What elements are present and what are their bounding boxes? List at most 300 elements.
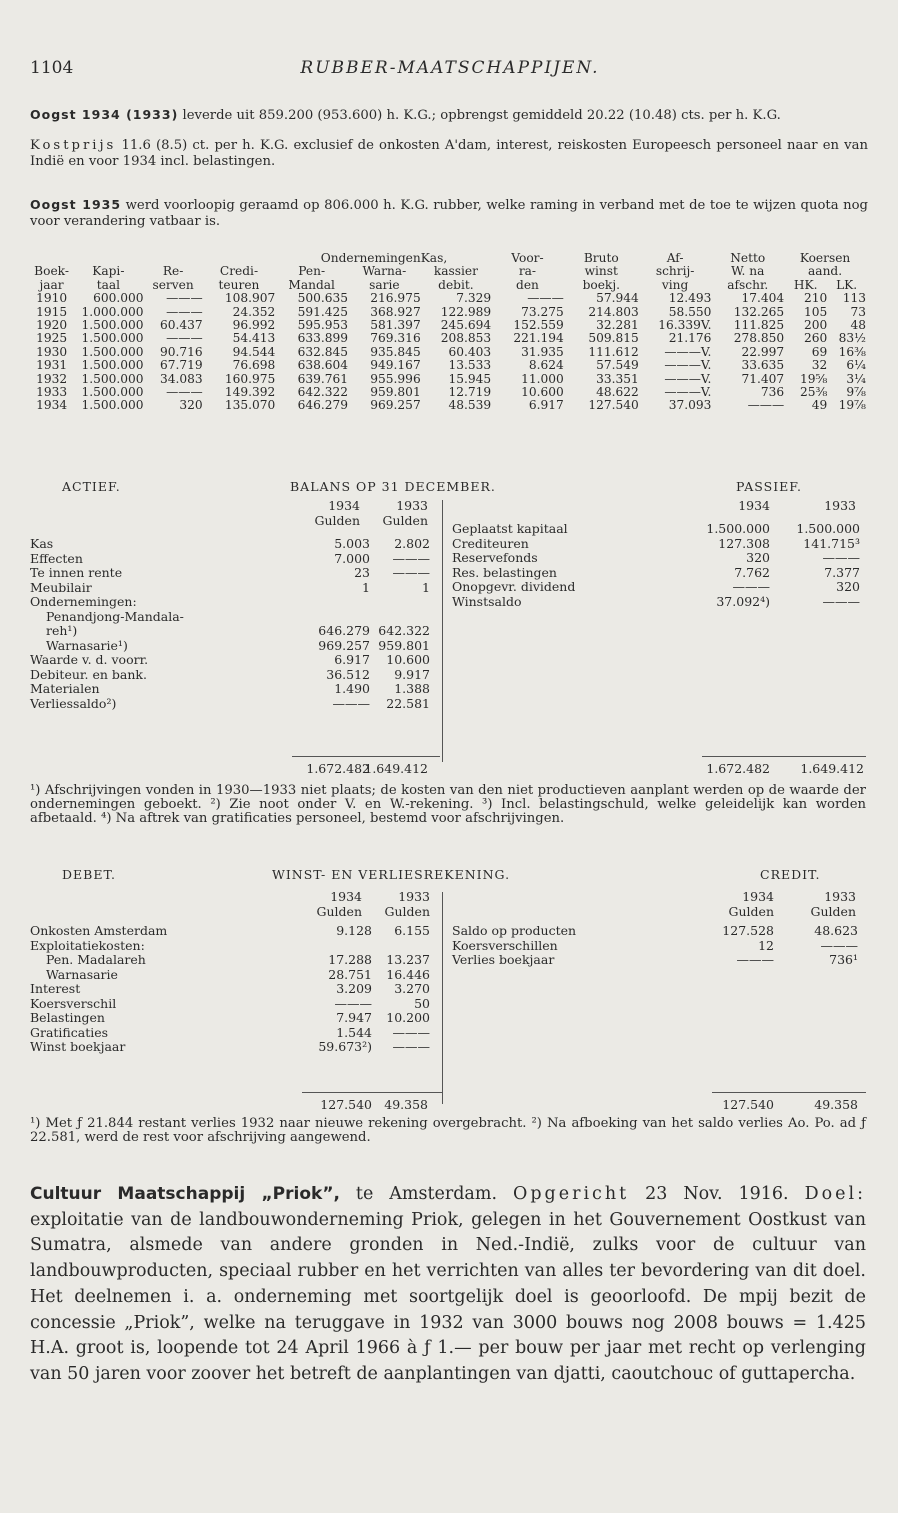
ledger-value-1933: 48.623 [814,923,858,938]
ledger-value-1934: 59.673²) [318,1039,372,1054]
table-cell: 7.329 [456,291,492,306]
header-cell: Credi- [219,264,259,279]
ledger-label: Koersverschillen [452,937,558,953]
ledger-value-1934: 1 [362,579,370,595]
table-row [30,373,866,386]
table-cell: 6.917 [528,398,564,413]
table-cell: 71.407 [741,371,785,386]
ledger-value-1934: 23 [354,565,370,580]
table-cell: 152.559 [513,318,564,333]
table-cell: ———V. [664,344,712,359]
ledger-value-1934: 17.288 [328,952,372,967]
table-cell: 500.635 [297,291,348,306]
page-number: 1104 [30,58,74,78]
table-cell: 33.635 [741,358,785,373]
ledger-label: Onopgevr. dividend [452,579,576,594]
ledger-value-1933: 6.155 [394,923,430,938]
ledger-value-1934: 1.500.000 [706,521,770,536]
table-cell: 633.899 [297,331,348,346]
table-cell: 9⅞ [846,385,866,400]
header-cell: aand. [808,264,843,279]
page-title: RUBBER-MAATSCHAPPIJEN. [300,58,600,78]
unit-label: Gulden [810,904,856,919]
header-cell: HK. [793,277,818,292]
ledger-value-1934: 7.000 [334,550,370,566]
table-cell: 19⅞ [838,398,866,413]
table-cell: 221.194 [513,331,564,346]
table-cell: 94.544 [232,344,276,359]
ledger-value-1934: 6.917 [334,652,370,667]
table-cell: 58.550 [668,304,712,319]
table-cell: 16⅜ [838,344,866,359]
table-cell: 113 [842,291,866,306]
table-row [30,306,866,319]
header-cell: Mandal [288,277,335,292]
ledger-row [30,1026,430,1041]
table-cell: 25⅜ [799,385,828,400]
cost-price-heading: Kostprijs [30,138,117,153]
header-cell: LK. [836,277,858,292]
ledger-value-1934: 37.092⁴) [716,593,770,609]
ledger-label: Interest [30,981,81,996]
total-debet-1934: 127.540 [320,1097,372,1112]
table-cell: 632.845 [297,344,348,359]
table-cell: 32 [811,358,828,373]
cost-price-paragraph [30,138,868,169]
harvest-1934-paragraph [30,107,868,124]
ledger-value-1933: 320 [836,579,860,594]
header-cell: Warna- [362,264,407,279]
year-1934-label: 1934 [330,889,362,904]
table-cell: 96.992 [232,318,276,333]
ledger-value-1934: 646.279 [318,623,370,638]
ledger-row [30,537,430,552]
table-cell: 11.000 [521,371,564,386]
table-cell: 278.850 [733,331,785,346]
table-row [30,292,866,305]
unit-label: Gulden [384,904,430,919]
ledger-row [452,580,866,595]
table-row [30,386,866,399]
table-cell: 76.698 [232,358,276,373]
harvest-1934-text: leverde uit 859.200 (953.600) h. K.G.; opbrengst gemiddeld 20.22 (10.48) cts. per h. K.G. [178,108,781,123]
ledger-label: Belastingen [30,1010,105,1025]
table-cell: 1.500.000 [81,385,144,400]
unit-label: Gulden [728,904,774,919]
table-cell: 122.989 [440,304,492,319]
ledger-label: Materialen [30,681,100,696]
ledger-row [30,639,430,654]
ledger-label: Penandjong-Mandala- [46,608,184,624]
table-cell: 969.257 [370,398,421,413]
ledger-value-1933: 10.600 [386,652,430,667]
table-cell: 509.815 [588,331,639,346]
ledger-label: Reservefonds [452,550,538,565]
table-cell: 935.845 [370,344,421,359]
table-cell: 769.316 [370,331,421,346]
credit-list [452,924,866,968]
ledger-value-1933: ——— [822,550,860,565]
table-cell: 57.549 [596,358,639,373]
table-cell: 1.500.000 [81,398,144,413]
ledger-row [30,682,430,697]
table-cell: 54.413 [232,331,276,346]
table-cell: 21.176 [668,331,712,346]
table-cell: 6¼ [846,358,866,373]
ledger-label: Onkosten Amsterdam [30,923,168,938]
table-cell: 1932 [36,371,68,386]
table-header-row [30,265,866,278]
ledger-value-1934: 3.209 [336,981,372,996]
table-cell: ——— [166,385,203,400]
header-cell: jaar [39,277,64,292]
ledger-value-1933: 3.270 [394,981,430,996]
ledger-value-1933: 13.237 [386,952,430,967]
ledger-row [452,551,866,566]
header-cell: Koersen [799,251,851,265]
table-cell: ——— [166,331,203,346]
table-cell: 1920 [36,318,68,333]
table-cell: 12.719 [448,385,492,400]
priok-paragraph [30,1182,866,1388]
ledger-value-1933: 1.388 [394,681,430,696]
table-cell: 22.997 [741,344,785,359]
ledger-value-1933: 959.801 [378,637,430,653]
table-header-row [30,279,866,292]
ledger-row [452,924,866,939]
table-cell: 949.167 [370,358,421,373]
cost-price-text: 11.6 (8.5) ct. per h. K.G. exclusief de onkosten A'dam, interest, reiskosten Europeesch personeel naar en van Indië en voor 1934 incl. belastingen. [30,138,868,169]
actief-list [30,537,430,711]
table-cell: 646.279 [297,398,348,413]
header-cell: taal [96,277,121,292]
table-cell: 37.093 [668,398,712,413]
ledger-value-1933: ——— [392,565,430,580]
ledger-value-1933: 7.377 [824,564,860,580]
table-cell: ———V. [664,371,712,386]
table-cell: 67.719 [159,358,203,373]
table-cell: 595.953 [297,318,348,333]
ledger-value-1933: 642.322 [378,623,430,638]
total-credit-1934: 127.540 [722,1097,774,1112]
total-rule [302,1092,442,1093]
page-header [30,58,870,84]
header-cell: debit. [438,277,474,292]
table-cell: 214.803 [588,304,639,319]
table-cell: 600.000 [93,291,144,306]
column-divider [442,892,443,1104]
ledger-value-1933: 2.802 [394,536,430,551]
table-cell: 959.801 [370,385,421,400]
table-cell: 1915 [36,304,68,319]
ledger-value-1934: ——— [732,579,770,594]
header-cell: afschr. [727,277,769,292]
ledger-row [30,997,430,1012]
ledger-value-1933: ——— [820,937,858,953]
ledger-value-1934: 969.257 [318,637,370,653]
profit-loss-title: WINST- EN VERLIESREKENING. [272,867,511,882]
column-divider [442,500,443,762]
table-cell: 200 [804,318,828,333]
header-cell: Boek- [34,264,69,279]
header-cell: schrij- [655,264,695,279]
ledger-value-1934: 127.308 [718,535,770,551]
statistics-table [30,252,866,413]
table-row [30,346,866,359]
unit-label: Gulden [314,513,360,528]
table-cell: 1.500.000 [81,358,144,373]
total-actief-1934: 1.672.482 [306,761,370,776]
table-cell: 33.351 [596,371,639,386]
ledger-row [452,537,866,552]
table-cell: 73 [850,304,866,319]
table-cell: 149.392 [224,385,276,400]
table-cell: 1.500.000 [81,331,144,346]
founded-label: Opgericht [512,1184,630,1204]
table-cell: 8.624 [528,358,564,373]
ledger-value-1934: ——— [736,952,774,967]
table-cell: 16.339V. [658,318,712,333]
ledger-value-1933: 141.715³ [803,535,860,551]
ledger-row [452,953,866,968]
table-cell: 955.996 [370,371,421,386]
ledger-row [30,566,430,581]
table-cell: 642.322 [297,385,348,400]
ledger-value-1934: 28.751 [328,966,372,982]
ledger-value-1934: 9.128 [336,923,372,938]
table-row [30,332,866,345]
ledger-value-1934: 7.762 [734,564,770,580]
ledger-label: Verliessaldo²) [30,695,117,711]
table-cell: 15.945 [448,371,492,386]
ledger-label: Winst boekjaar [30,1039,126,1054]
table-cell: 1925 [36,331,68,346]
table-cell: 49 [811,398,828,413]
table-cell: 31.935 [521,344,564,359]
ledger-label: Pen. Madalareh [46,952,146,967]
header-cell: Re- [162,264,184,279]
ledger-row [30,552,430,567]
balance-title: BALANS OP 31 DECEMBER. [290,479,496,494]
table-cell: 111.825 [733,318,785,333]
ledger-row [30,939,430,954]
priok-text: exploitatie van de landbouwonderneming Priok, gelegen in het Gouvernement Oostkust van Sumatra, alsmede van andere gronden in Ned.-Indië, zulks voor de cultuur van landbouwproducten, speciaal rubber en het verrichten van alles ter bevordering van dit doel. Het deelnemen i. a. onderneming met soortgelijk doel is geoorloofd. De mpij bezit de concessie „Priok”, welke na teruggave in 1932 van 3000 bouws nog 2008 bouws = 1.425 H.A. groot is, loopende tot 24 April 1966 à ƒ 1.— per bouw per jaar met recht op verlenging van 50 jaren voor zoover het betreft de aanplantingen van djatti, caoutchouc of guttapercha. [30,1209,866,1384]
passief-caption: PASSIEF. [736,479,802,494]
table-cell: 1.500.000 [81,344,144,359]
table-cell: 105 [804,304,828,319]
ledger-row [30,924,430,939]
ledger-row [30,668,430,683]
priok-text: te Amsterdam. [339,1184,513,1204]
ledger-label: Meubilair [30,579,92,595]
table-cell: 24.352 [232,304,276,319]
ledger-label: Debiteur. en bank. [30,666,147,682]
header-cell: Af- [666,251,684,265]
ledger-row [452,939,866,954]
table-cell: 34.083 [159,371,203,386]
table-cell: 210 [804,291,828,306]
ledger-row [452,566,866,581]
year-1934-label: 1934 [742,889,774,904]
header-cell: kassier [433,264,478,279]
ledger-label: Winstsaldo [452,593,522,609]
table-cell: 639.761 [297,371,348,386]
table-cell: ———V. [664,358,712,373]
ledger-value-1934: 5.003 [334,536,370,551]
table-cell: 591.425 [297,304,348,319]
header-cell: ving [661,277,689,292]
header-cell: Ondernemingen [320,251,421,265]
ledger-value-1933: ——— [392,1024,430,1040]
ledger-value-1934: ——— [332,695,370,711]
table-cell: 1.500.000 [81,318,144,333]
ledger-row [30,982,430,997]
table-cell: 10.600 [521,385,564,400]
ledger-label: Saldo op producten [452,923,577,938]
passief-list [452,522,866,609]
table-cell: 1933 [36,385,68,400]
header-cell: Bruto [583,251,619,265]
debet-caption: DEBET. [62,867,116,882]
total-rule [292,756,440,757]
total-passief-1934: 1.672.482 [706,761,770,776]
ledger-row [452,522,866,537]
table-cell: 135.070 [224,398,276,413]
ledger-label: Crediteuren [452,535,529,551]
ledger-row [30,610,430,625]
table-cell: 60.403 [448,344,492,359]
unit-label: Gulden [316,904,362,919]
table-cell: 160.975 [224,371,276,386]
header-cell: Kas, [420,251,448,265]
ledger-label: Effecten [30,550,83,566]
header-cell: den [516,277,539,292]
ledger-value-1933: ——— [392,550,430,566]
table-cell: 111.612 [588,344,639,359]
ledger-value-1934: 1.544 [336,1024,372,1040]
year-1933-label: 1933 [396,498,428,513]
table-cell: 245.694 [440,318,492,333]
total-debet-1933: 49.358 [384,1097,428,1112]
year-1934-label: 1934 [738,498,770,513]
header-cell: serven [152,277,194,292]
table-cell: 1931 [36,358,68,373]
ledger-value-1934: 127.528 [722,923,774,938]
table-cell: 260 [804,331,828,346]
ledger-row [452,595,866,610]
ledger-value-1934: 12 [758,937,774,953]
ledger-row [30,968,430,983]
ledger-row [30,624,430,639]
ledger-value-1934: 320 [746,550,770,565]
priok-text: 23 Nov. 1916. [629,1184,805,1204]
ledger-value-1933: 22.581 [386,695,430,711]
table-cell: 19⅝ [799,371,828,386]
table-cell: 127.540 [588,398,639,413]
total-rule [712,1092,866,1093]
table-cell: 581.397 [370,318,421,333]
table-cell: 48.539 [448,398,492,413]
ledger-value-1933: ——— [822,593,860,609]
table-cell: 368.927 [370,304,421,319]
table-cell: 17.404 [741,291,785,306]
ledger-value-1934: 36.512 [326,666,370,682]
ledger-value-1933: 1.500.000 [796,521,860,536]
ledger-row [30,1011,430,1026]
ledger-row [30,697,430,712]
header-cell: W. na [731,264,765,279]
table-cell: 12.493 [668,291,712,306]
table-cell: 1930 [36,344,68,359]
balance-footnote: ¹) Afschrijvingen vonden in 1930—1933 niet plaats; de kosten van den niet productieven aanplant werden op de waarde der ondernemingen geboekt. ²) Zie noot onder V. en W.-rekening. ³) Incl. belastingschuld, welke geleidelijk kan worden afbetaald. ⁴) Na aftrek van gratificaties personeel, bestemd voor afschrijvingen. [30,783,866,826]
table-cell: 216.975 [370,291,421,306]
table-cell: ——— [166,304,203,319]
harvest-1935-heading: Oogst 1935 [30,197,122,212]
header-cell: Netto [730,251,766,265]
ledger-label: Exploitatiekosten: [30,937,145,953]
ledger-value-1933: 9.917 [394,666,430,682]
unit-label: Gulden [382,513,428,528]
ledger-label: Gratificaties [30,1024,109,1040]
purpose-label: Doel: [804,1184,866,1204]
table-cell: ——— [527,291,564,306]
table-cell: 1.500.000 [81,371,144,386]
year-1933-label: 1933 [824,498,856,513]
actief-caption: ACTIEF. [62,479,121,494]
ledger-label: Te innen rente [30,565,123,580]
ledger-row [30,1040,430,1055]
harvest-1934-heading: Oogst 1934 (1933) [30,107,179,122]
table-cell: 1.000.000 [81,304,144,319]
ledger-row [30,653,430,668]
ledger-value-1933: 50 [414,995,430,1011]
header-cell: Voor- [511,251,544,265]
ledger-value-1933: 16.446 [386,966,430,982]
ledger-value-1933: ——— [392,1039,430,1054]
ledger-value-1934: ——— [334,995,372,1011]
table-cell: 638.604 [297,358,348,373]
ledger-label: Res. belastingen [452,564,557,580]
table-cell: 90.716 [159,344,203,359]
total-actief-1933: 1.649.412 [364,761,428,776]
ledger-row [30,953,430,968]
table-cell: ——— [747,398,785,413]
year-1934-label: 1934 [328,498,360,513]
profit-loss-account [30,868,866,1113]
table-cell: 73.275 [521,304,564,319]
ledger-label: Warnasarie [46,966,118,982]
company-name: Cultuur Maatschappij „Priok”, [30,1184,340,1204]
ledger-value-1933: 1 [422,579,430,595]
ledger-label: Koersverschil [30,995,117,1011]
year-1933-label: 1933 [824,889,856,904]
table-cell: 57.944 [596,291,639,306]
table-cell: 48 [850,318,866,333]
header-cell: boekj. [582,277,620,292]
ledger-value-1934: 1.490 [334,681,370,696]
ledger-label: Verlies boekjaar [452,952,555,967]
header-cell: sarie [369,277,400,292]
table-cell: 13.533 [448,358,492,373]
header-cell: teuren [218,277,260,292]
header-cell: winst [584,264,618,279]
total-passief-1933: 1.649.412 [800,761,864,776]
ledger-row [30,595,430,610]
table-row [30,319,866,332]
table-row [30,399,866,412]
table-cell: 108.907 [224,291,276,306]
debet-list [30,924,430,1055]
